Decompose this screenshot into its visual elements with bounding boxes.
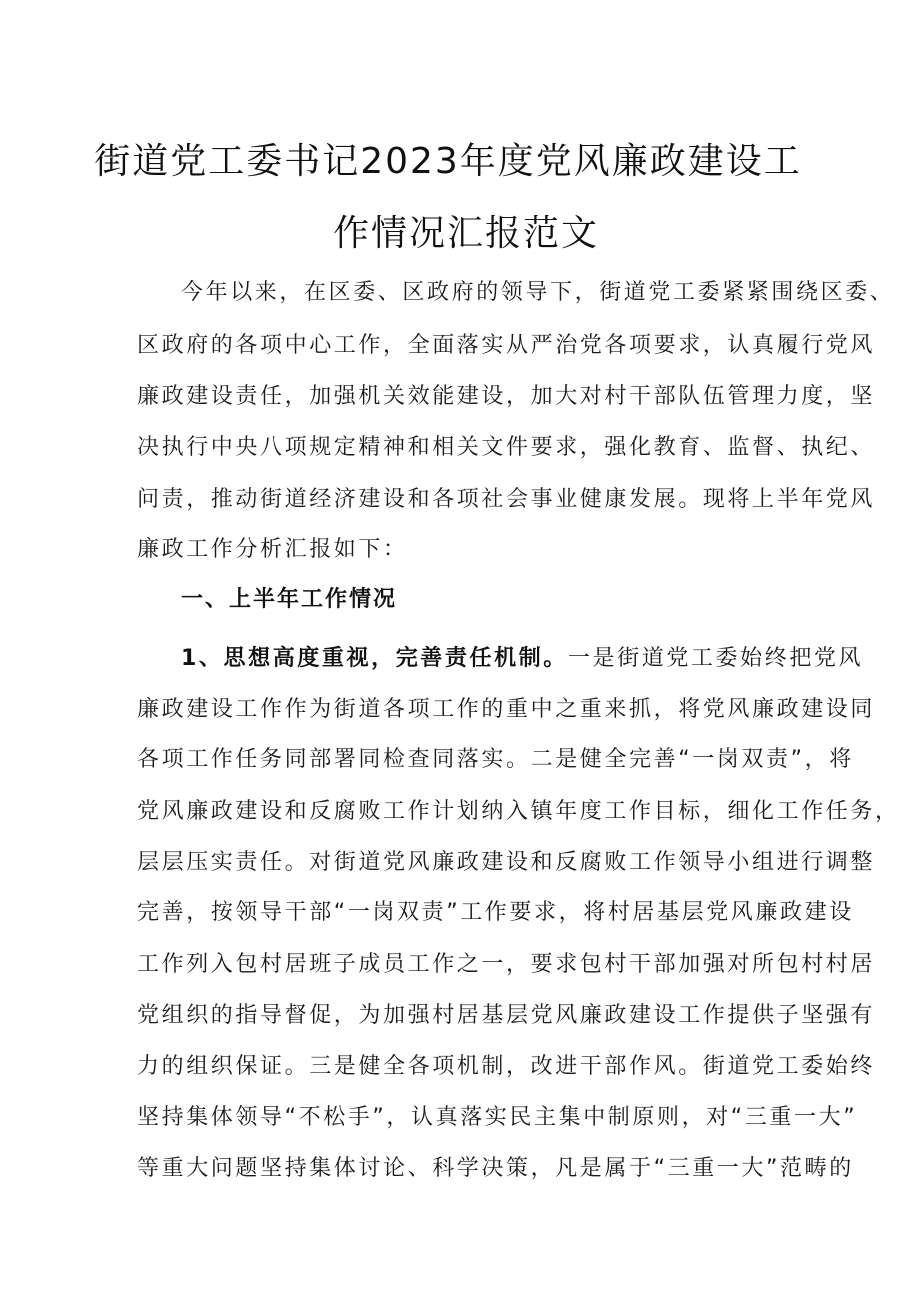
paragraph-first-rest: 一是街道党工委始终把党风 <box>567 646 864 671</box>
document-title-line-2: 作情况汇报范文 <box>332 213 599 254</box>
paragraph-line: 完善，按领导干部“一岗双责”工作要求，将村居基层党风廉政建设 <box>137 900 854 925</box>
paragraph-line: 力的组织保证。三是健全各项机制，改进干部作风。街道党工委始终 <box>137 1054 876 1079</box>
paragraph-line: 廉政建设工作作为街道各项工作的重中之重来抓，将党风廉政建设同 <box>137 697 876 722</box>
paragraph-lead: 1、思想高度重视，完善责任机制。 <box>181 646 568 671</box>
intro-line: 廉政建设责任，加强机关效能建设，加大对村干部队伍管理力度，坚 <box>137 384 876 409</box>
paragraph-line: 党风廉政建设和反腐败工作计划纳入镇年度工作目标，细化工作任务， <box>137 799 900 824</box>
paragraph-first-line <box>181 644 864 674</box>
section-heading: 一、上半年工作情况 <box>181 587 398 612</box>
intro-line: 区政府的各项中心工作，全面落实从严治党各项要求，认真履行党风 <box>137 333 876 358</box>
paragraph-line: 层层压实责任。对街道党风廉政建设和反腐败工作领导小组进行调整 <box>137 850 876 875</box>
document-title-line-1: 街道党工委书记2023年度党风廉政建设工 <box>94 141 802 182</box>
paragraph-line: 各项工作任务同部署同检查同落实。二是健全完善“一岗双责”，将 <box>137 747 854 772</box>
intro-line: 问责，推动街道经济建设和各项社会事业健康发展。现将上半年党风 <box>137 487 876 512</box>
paragraph-line: 坚持集体领导“不松手”，认真落实民主集中制原则，对“三重一大” <box>137 1105 858 1130</box>
paragraph-line: 等重大问题坚持集体讨论、科学决策，凡是属于“三重一大”范畴的 <box>137 1156 854 1181</box>
paragraph-line: 党组织的指导督促，为加强村居基层党风廉政建设工作提供子坚强有 <box>137 1003 876 1028</box>
intro-line: 廉政工作分析汇报如下： <box>137 537 408 562</box>
intro-line: 今年以来，在区委、区政府的领导下，街道党工委紧紧围绕区委、 <box>181 280 895 305</box>
paragraph-line: 工作列入包村居班子成员工作之一，要求包村干部加强对所包村村居 <box>137 952 876 977</box>
intro-line: 决执行中央八项规定精神和相关文件要求，强化教育、监督、执纪、 <box>137 435 876 460</box>
